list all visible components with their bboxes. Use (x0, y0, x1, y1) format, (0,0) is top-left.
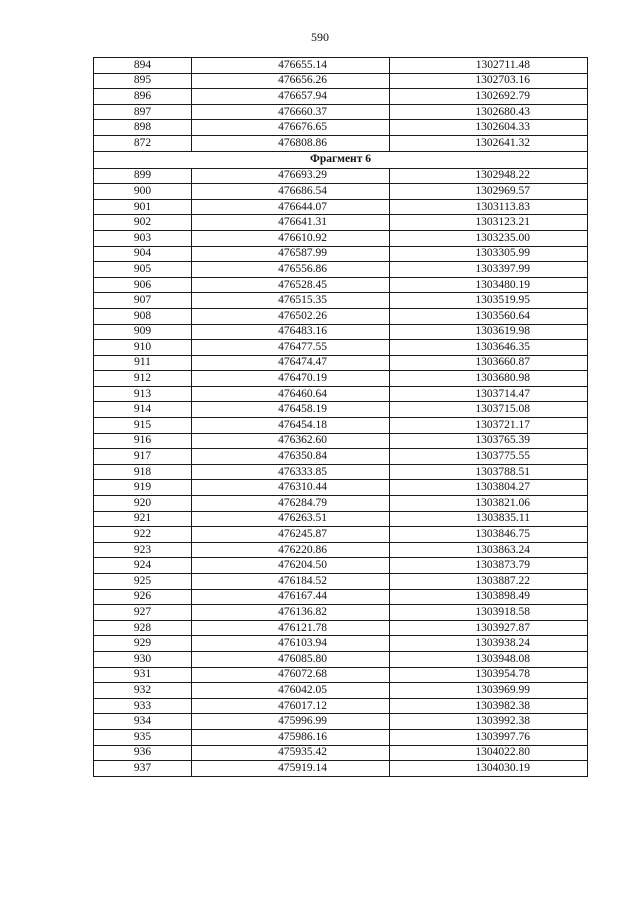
y-coordinate-cell: 1303715.08 (390, 402, 588, 418)
x-coordinate-cell: 476502.26 (192, 308, 390, 324)
point-number-cell: 911 (94, 355, 192, 371)
table-row (94, 574, 588, 590)
x-coordinate-cell: 475986.16 (192, 729, 390, 745)
x-coordinate-cell: 476042.05 (192, 683, 390, 699)
point-number-cell: 925 (94, 574, 192, 590)
point-number-cell: 910 (94, 340, 192, 356)
y-coordinate-cell: 1303948.08 (390, 651, 588, 667)
point-number-cell: 912 (94, 371, 192, 387)
coordinate-table-body (94, 58, 588, 777)
x-coordinate-cell: 476676.65 (192, 120, 390, 136)
x-coordinate-cell: 476655.14 (192, 58, 390, 74)
x-coordinate-cell: 475935.42 (192, 745, 390, 761)
point-number-cell: 929 (94, 636, 192, 652)
point-number-cell: 924 (94, 558, 192, 574)
table-row (94, 371, 588, 387)
point-number-cell: 908 (94, 308, 192, 324)
y-coordinate-cell: 1303954.78 (390, 667, 588, 683)
table-row (94, 729, 588, 745)
point-number-cell: 916 (94, 433, 192, 449)
y-coordinate-cell: 1303863.24 (390, 542, 588, 558)
point-number-cell: 897 (94, 104, 192, 120)
y-coordinate-cell: 1303938.24 (390, 636, 588, 652)
y-coordinate-cell: 1303918.58 (390, 605, 588, 621)
y-coordinate-cell: 1303123.21 (390, 215, 588, 231)
point-number-cell: 927 (94, 605, 192, 621)
table-row (94, 527, 588, 543)
y-coordinate-cell: 1303305.99 (390, 246, 588, 262)
point-number-cell: 932 (94, 683, 192, 699)
y-coordinate-cell: 1303788.51 (390, 464, 588, 480)
y-coordinate-cell: 1303397.99 (390, 262, 588, 278)
point-number-cell: 930 (94, 651, 192, 667)
x-coordinate-cell: 476263.51 (192, 511, 390, 527)
point-number-cell: 919 (94, 480, 192, 496)
table-row (94, 386, 588, 402)
table-row (94, 293, 588, 309)
table-row (94, 89, 588, 105)
page-number: 590 (311, 30, 329, 44)
table-row (94, 277, 588, 293)
y-coordinate-cell: 1303646.35 (390, 340, 588, 356)
x-coordinate-cell: 476220.86 (192, 542, 390, 558)
x-coordinate-cell: 476641.31 (192, 215, 390, 231)
y-coordinate-cell: 1302692.79 (390, 89, 588, 105)
y-coordinate-cell: 1303619.98 (390, 324, 588, 340)
y-coordinate-cell: 1303680.98 (390, 371, 588, 387)
table-row (94, 433, 588, 449)
point-number-cell: 921 (94, 511, 192, 527)
x-coordinate-cell: 476610.92 (192, 230, 390, 246)
x-coordinate-cell: 476483.16 (192, 324, 390, 340)
y-coordinate-cell: 1303927.87 (390, 620, 588, 636)
coordinate-table (93, 57, 588, 777)
point-number-cell: 936 (94, 745, 192, 761)
y-coordinate-cell: 1303873.79 (390, 558, 588, 574)
table-row (94, 667, 588, 683)
y-coordinate-cell: 1303992.38 (390, 714, 588, 730)
table-row (94, 184, 588, 200)
point-number-cell: 902 (94, 215, 192, 231)
y-coordinate-cell: 1303235.00 (390, 230, 588, 246)
point-number-cell: 935 (94, 729, 192, 745)
y-coordinate-cell: 1303480.19 (390, 277, 588, 293)
table-row (94, 636, 588, 652)
table-row (94, 480, 588, 496)
section-title: Фрагмент 6 (94, 151, 588, 168)
x-coordinate-cell: 476072.68 (192, 667, 390, 683)
y-coordinate-cell: 1303560.64 (390, 308, 588, 324)
y-coordinate-cell: 1302703.16 (390, 73, 588, 89)
point-number-cell: 901 (94, 199, 192, 215)
x-coordinate-cell: 476103.94 (192, 636, 390, 652)
y-coordinate-cell: 1302948.22 (390, 168, 588, 184)
y-coordinate-cell: 1303898.49 (390, 589, 588, 605)
y-coordinate-cell: 1303982.38 (390, 698, 588, 714)
table-row (94, 651, 588, 667)
x-coordinate-cell: 476017.12 (192, 698, 390, 714)
y-coordinate-cell: 1303775.55 (390, 449, 588, 465)
table-row (94, 418, 588, 434)
point-number-cell: 917 (94, 449, 192, 465)
point-number-cell: 907 (94, 293, 192, 309)
x-coordinate-cell: 476587.99 (192, 246, 390, 262)
y-coordinate-cell: 1303113.83 (390, 199, 588, 215)
table-row (94, 605, 588, 621)
point-number-cell: 894 (94, 58, 192, 74)
point-number-cell: 904 (94, 246, 192, 262)
table-row (94, 698, 588, 714)
x-coordinate-cell: 476477.55 (192, 340, 390, 356)
x-coordinate-cell: 476121.78 (192, 620, 390, 636)
point-number-cell: 934 (94, 714, 192, 730)
table-row (94, 135, 588, 151)
point-number-cell: 905 (94, 262, 192, 278)
table-row (94, 745, 588, 761)
x-coordinate-cell: 476460.64 (192, 386, 390, 402)
table-row (94, 73, 588, 89)
x-coordinate-cell: 476470.19 (192, 371, 390, 387)
table-row (94, 761, 588, 777)
table-row (94, 511, 588, 527)
x-coordinate-cell: 476333.85 (192, 464, 390, 480)
point-number-cell: 937 (94, 761, 192, 777)
table-row (94, 558, 588, 574)
table-row (94, 215, 588, 231)
point-number-cell: 923 (94, 542, 192, 558)
table-row (94, 355, 588, 371)
x-coordinate-cell: 476204.50 (192, 558, 390, 574)
point-number-cell: 915 (94, 418, 192, 434)
table-row (94, 58, 588, 74)
table-row (94, 324, 588, 340)
table-row (94, 714, 588, 730)
point-number-cell: 900 (94, 184, 192, 200)
table-row (94, 620, 588, 636)
y-coordinate-cell: 1303997.76 (390, 729, 588, 745)
x-coordinate-cell: 476184.52 (192, 574, 390, 590)
point-number-cell: 895 (94, 73, 192, 89)
y-coordinate-cell: 1303660.87 (390, 355, 588, 371)
y-coordinate-cell: 1302680.43 (390, 104, 588, 120)
x-coordinate-cell: 476657.94 (192, 89, 390, 105)
point-number-cell: 918 (94, 464, 192, 480)
y-coordinate-cell: 1303835.11 (390, 511, 588, 527)
point-number-cell: 928 (94, 620, 192, 636)
x-coordinate-cell: 476136.82 (192, 605, 390, 621)
x-coordinate-cell: 476310.44 (192, 480, 390, 496)
y-coordinate-cell: 1302604.33 (390, 120, 588, 136)
y-coordinate-cell: 1303969.99 (390, 683, 588, 699)
y-coordinate-cell: 1304022.80 (390, 745, 588, 761)
x-coordinate-cell: 476350.84 (192, 449, 390, 465)
y-coordinate-cell: 1304030.19 (390, 761, 588, 777)
x-coordinate-cell: 476528.45 (192, 277, 390, 293)
x-coordinate-cell: 475919.14 (192, 761, 390, 777)
y-coordinate-cell: 1302641.32 (390, 135, 588, 151)
table-row (94, 262, 588, 278)
x-coordinate-cell: 476693.29 (192, 168, 390, 184)
table-row (94, 683, 588, 699)
y-coordinate-cell: 1303714.47 (390, 386, 588, 402)
y-coordinate-cell: 1303821.06 (390, 496, 588, 512)
x-coordinate-cell: 476454.18 (192, 418, 390, 434)
table-row (94, 589, 588, 605)
table-row (94, 402, 588, 418)
x-coordinate-cell: 476515.35 (192, 293, 390, 309)
x-coordinate-cell: 476167.44 (192, 589, 390, 605)
table-row (94, 230, 588, 246)
y-coordinate-cell: 1302969.57 (390, 184, 588, 200)
x-coordinate-cell: 476644.07 (192, 199, 390, 215)
point-number-cell: 872 (94, 135, 192, 151)
table-row (94, 199, 588, 215)
point-number-cell: 922 (94, 527, 192, 543)
y-coordinate-cell: 1302711.48 (390, 58, 588, 74)
table-row (94, 542, 588, 558)
x-coordinate-cell: 476362.60 (192, 433, 390, 449)
table-row (94, 120, 588, 136)
table-row (94, 308, 588, 324)
point-number-cell: 933 (94, 698, 192, 714)
point-number-cell: 931 (94, 667, 192, 683)
x-coordinate-cell: 476686.54 (192, 184, 390, 200)
table-row (94, 340, 588, 356)
table-row (94, 246, 588, 262)
y-coordinate-cell: 1303804.27 (390, 480, 588, 496)
point-number-cell: 899 (94, 168, 192, 184)
y-coordinate-cell: 1303846.75 (390, 527, 588, 543)
point-number-cell: 903 (94, 230, 192, 246)
table-row (94, 104, 588, 120)
y-coordinate-cell: 1303765.39 (390, 433, 588, 449)
point-number-cell: 920 (94, 496, 192, 512)
point-number-cell: 913 (94, 386, 192, 402)
point-number-cell: 906 (94, 277, 192, 293)
y-coordinate-cell: 1303721.17 (390, 418, 588, 434)
table-row (94, 496, 588, 512)
point-number-cell: 898 (94, 120, 192, 136)
table-row (94, 168, 588, 184)
x-coordinate-cell: 476556.86 (192, 262, 390, 278)
y-coordinate-cell: 1303519.95 (390, 293, 588, 309)
x-coordinate-cell: 476085.80 (192, 651, 390, 667)
x-coordinate-cell: 476245.87 (192, 527, 390, 543)
x-coordinate-cell: 476458.19 (192, 402, 390, 418)
x-coordinate-cell: 476660.37 (192, 104, 390, 120)
x-coordinate-cell: 475996.99 (192, 714, 390, 730)
point-number-cell: 914 (94, 402, 192, 418)
x-coordinate-cell: 476284.79 (192, 496, 390, 512)
point-number-cell: 926 (94, 589, 192, 605)
table-row (94, 464, 588, 480)
section-header-row (94, 151, 588, 168)
point-number-cell: 896 (94, 89, 192, 105)
y-coordinate-cell: 1303887.22 (390, 574, 588, 590)
table-row (94, 449, 588, 465)
x-coordinate-cell: 476474.47 (192, 355, 390, 371)
point-number-cell: 909 (94, 324, 192, 340)
x-coordinate-cell: 476808.86 (192, 135, 390, 151)
x-coordinate-cell: 476656.26 (192, 73, 390, 89)
